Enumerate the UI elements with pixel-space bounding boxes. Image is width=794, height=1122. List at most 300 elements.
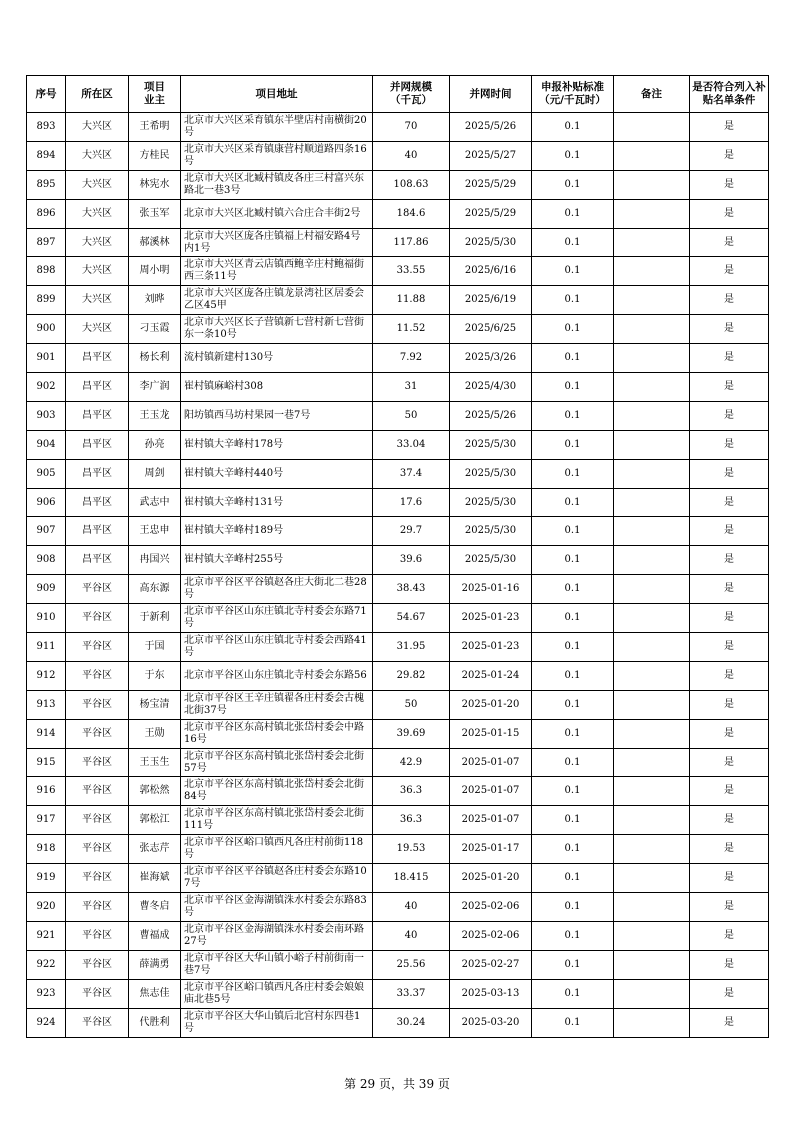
- header-remark: 备注: [614, 76, 690, 113]
- cell-owner: 郭松然: [129, 777, 181, 806]
- cell-capacity: 19.53: [373, 835, 450, 864]
- cell-capacity: 42.9: [373, 748, 450, 777]
- cell-district: 大兴区: [66, 228, 129, 257]
- cell-remark: [614, 517, 690, 546]
- cell-date: 2025-03-13: [450, 979, 532, 1008]
- cell-remark: [614, 459, 690, 488]
- table-row: [27, 228, 769, 257]
- cell-capacity: 40: [373, 141, 450, 170]
- cell-remark: [614, 546, 690, 575]
- table-row: [27, 170, 769, 199]
- cell-address: 北京市大兴区采育镇康营村顺道路四条16号: [181, 141, 373, 170]
- header-standard: 申报补贴标准（元/千瓦时）: [532, 76, 614, 113]
- cell-owner: 代胜利: [129, 1008, 181, 1037]
- cell-remark: [614, 661, 690, 690]
- cell-address: 北京市大兴区青云店镇西鲍辛庄村鲍福街西三条11号: [181, 257, 373, 286]
- cell-no: 895: [27, 170, 66, 199]
- cell-owner: 王玉龙: [129, 401, 181, 430]
- cell-address: 北京市大兴区北臧村镇六合庄合丰街2号: [181, 199, 373, 228]
- cell-standard: 0.1: [532, 488, 614, 517]
- cell-district: 平谷区: [66, 575, 129, 604]
- cell-standard: 0.1: [532, 575, 614, 604]
- cell-capacity: 33.55: [373, 257, 450, 286]
- cell-capacity: 184.6: [373, 199, 450, 228]
- table-row: [27, 257, 769, 286]
- cell-district: 昌平区: [66, 488, 129, 517]
- cell-standard: 0.1: [532, 690, 614, 719]
- table-row: [27, 575, 769, 604]
- cell-owner: 于东: [129, 661, 181, 690]
- table-row: [27, 661, 769, 690]
- cell-remark: [614, 748, 690, 777]
- cell-no: 893: [27, 113, 66, 142]
- table-row: [27, 459, 769, 488]
- cell-capacity: 40: [373, 893, 450, 922]
- cell-address: 北京市平谷区东高村镇北张岱村委会北街84号: [181, 777, 373, 806]
- cell-district: 平谷区: [66, 864, 129, 893]
- cell-standard: 0.1: [532, 979, 614, 1008]
- cell-eligible: 是: [690, 373, 769, 402]
- cell-eligible: 是: [690, 517, 769, 546]
- cell-district: 昌平区: [66, 401, 129, 430]
- cell-district: 昌平区: [66, 344, 129, 373]
- cell-date: 2025/5/29: [450, 199, 532, 228]
- cell-date: 2025/6/25: [450, 315, 532, 344]
- table-row: [27, 141, 769, 170]
- cell-address: 崔村镇大辛峰村131号: [181, 488, 373, 517]
- cell-eligible: 是: [690, 777, 769, 806]
- table-row: [27, 633, 769, 662]
- cell-no: 904: [27, 430, 66, 459]
- table-row: [27, 546, 769, 575]
- cell-standard: 0.1: [532, 430, 614, 459]
- cell-date: 2025/5/29: [450, 170, 532, 199]
- cell-eligible: 是: [690, 199, 769, 228]
- cell-remark: [614, 286, 690, 315]
- cell-remark: [614, 893, 690, 922]
- cell-date: 2025-02-27: [450, 950, 532, 979]
- cell-address: 北京市平谷区金海湖镇洙水村委会东路83号: [181, 893, 373, 922]
- cell-remark: [614, 344, 690, 373]
- cell-standard: 0.1: [532, 459, 614, 488]
- table-row: [27, 199, 769, 228]
- cell-district: 昌平区: [66, 430, 129, 459]
- cell-no: 923: [27, 979, 66, 1008]
- cell-district: 平谷区: [66, 604, 129, 633]
- cell-capacity: 39.69: [373, 719, 450, 748]
- cell-remark: [614, 170, 690, 199]
- cell-capacity: 29.7: [373, 517, 450, 546]
- cell-capacity: 33.37: [373, 979, 450, 1008]
- cell-no: 907: [27, 517, 66, 546]
- cell-standard: 0.1: [532, 344, 614, 373]
- cell-remark: [614, 575, 690, 604]
- cell-address: 北京市平谷区金海湖镇洙水村委会南环路27号: [181, 921, 373, 950]
- cell-date: 2025-02-06: [450, 921, 532, 950]
- cell-no: 906: [27, 488, 66, 517]
- cell-address: 崔村镇大辛峰村189号: [181, 517, 373, 546]
- cell-owner: 李广润: [129, 373, 181, 402]
- cell-address: 北京市大兴区庞各庄镇龙景湾社区居委会乙区45甲: [181, 286, 373, 315]
- cell-standard: 0.1: [532, 257, 614, 286]
- cell-standard: 0.1: [532, 315, 614, 344]
- cell-owner: 王玉生: [129, 748, 181, 777]
- cell-date: 2025/5/30: [450, 228, 532, 257]
- table-row: [27, 864, 769, 893]
- cell-no: 918: [27, 835, 66, 864]
- cell-date: 2025-03-20: [450, 1008, 532, 1037]
- cell-district: 平谷区: [66, 835, 129, 864]
- cell-district: 平谷区: [66, 979, 129, 1008]
- cell-owner: 周剑: [129, 459, 181, 488]
- cell-date: 2025/5/27: [450, 141, 532, 170]
- cell-eligible: 是: [690, 864, 769, 893]
- cell-owner: 杨长利: [129, 344, 181, 373]
- cell-date: 2025/5/26: [450, 113, 532, 142]
- table-row: [27, 604, 769, 633]
- cell-remark: [614, 604, 690, 633]
- table-row: [27, 401, 769, 430]
- cell-remark: [614, 690, 690, 719]
- cell-owner: 高东源: [129, 575, 181, 604]
- table-row: [27, 893, 769, 922]
- cell-no: 902: [27, 373, 66, 402]
- cell-standard: 0.1: [532, 921, 614, 950]
- table-row: [27, 286, 769, 315]
- table-header-row: [27, 76, 769, 113]
- cell-capacity: 37.4: [373, 459, 450, 488]
- cell-date: 2025/4/30: [450, 373, 532, 402]
- cell-date: 2025-01-07: [450, 748, 532, 777]
- cell-eligible: 是: [690, 633, 769, 662]
- cell-no: 916: [27, 777, 66, 806]
- cell-eligible: 是: [690, 575, 769, 604]
- cell-no: 915: [27, 748, 66, 777]
- cell-owner: 郭松江: [129, 806, 181, 835]
- cell-standard: 0.1: [532, 864, 614, 893]
- cell-remark: [614, 199, 690, 228]
- cell-standard: 0.1: [532, 950, 614, 979]
- cell-address: 崔村镇大辛峰村255号: [181, 546, 373, 575]
- cell-address: 北京市平谷区大华山镇小峪子村前街南一巷7号: [181, 950, 373, 979]
- cell-eligible: 是: [690, 806, 769, 835]
- cell-address: 流村镇新建村130号: [181, 344, 373, 373]
- cell-eligible: 是: [690, 604, 769, 633]
- table-row: [27, 1008, 769, 1037]
- cell-owner: 林宪水: [129, 170, 181, 199]
- table-body: [27, 113, 769, 1038]
- table-row: [27, 748, 769, 777]
- cell-no: 894: [27, 141, 66, 170]
- cell-district: 平谷区: [66, 893, 129, 922]
- header-date: 并网时间: [450, 76, 532, 113]
- cell-no: 919: [27, 864, 66, 893]
- cell-standard: 0.1: [532, 141, 614, 170]
- cell-owner: 武志中: [129, 488, 181, 517]
- cell-remark: [614, 488, 690, 517]
- cell-district: 昌平区: [66, 517, 129, 546]
- cell-standard: 0.1: [532, 893, 614, 922]
- cell-date: 2025/6/19: [450, 286, 532, 315]
- cell-no: 898: [27, 257, 66, 286]
- cell-capacity: 18.415: [373, 864, 450, 893]
- cell-standard: 0.1: [532, 546, 614, 575]
- cell-standard: 0.1: [532, 286, 614, 315]
- table-row: [27, 921, 769, 950]
- cell-date: 2025-01-15: [450, 719, 532, 748]
- header-address: 项目地址: [181, 76, 373, 113]
- cell-eligible: 是: [690, 315, 769, 344]
- cell-date: 2025/5/30: [450, 488, 532, 517]
- cell-district: 昌平区: [66, 373, 129, 402]
- cell-remark: [614, 950, 690, 979]
- header-eligible: 是否符合列入补贴名单条件: [690, 76, 769, 113]
- cell-district: 平谷区: [66, 950, 129, 979]
- cell-standard: 0.1: [532, 1008, 614, 1037]
- cell-standard: 0.1: [532, 604, 614, 633]
- cell-remark: [614, 835, 690, 864]
- cell-owner: 方桂民: [129, 141, 181, 170]
- cell-owner: 崔海斌: [129, 864, 181, 893]
- cell-remark: [614, 921, 690, 950]
- cell-eligible: 是: [690, 979, 769, 1008]
- cell-date: 2025-01-23: [450, 633, 532, 662]
- cell-capacity: 117.86: [373, 228, 450, 257]
- cell-eligible: 是: [690, 170, 769, 199]
- cell-no: 901: [27, 344, 66, 373]
- cell-district: 大兴区: [66, 199, 129, 228]
- cell-remark: [614, 113, 690, 142]
- cell-no: 899: [27, 286, 66, 315]
- cell-owner: 张志芹: [129, 835, 181, 864]
- cell-address: 北京市平谷区东高村镇北张岱村委会北街57号: [181, 748, 373, 777]
- cell-eligible: 是: [690, 1008, 769, 1037]
- cell-no: 910: [27, 604, 66, 633]
- cell-address: 崔村镇大辛峰村178号: [181, 430, 373, 459]
- table-row: [27, 517, 769, 546]
- cell-date: 2025-01-07: [450, 806, 532, 835]
- table-row: [27, 315, 769, 344]
- table-row: [27, 373, 769, 402]
- cell-no: 897: [27, 228, 66, 257]
- cell-eligible: 是: [690, 690, 769, 719]
- cell-district: 平谷区: [66, 719, 129, 748]
- cell-eligible: 是: [690, 257, 769, 286]
- cell-date: 2025-01-23: [450, 604, 532, 633]
- cell-district: 大兴区: [66, 286, 129, 315]
- cell-address: 崔村镇大辛峰村440号: [181, 459, 373, 488]
- cell-owner: 张玉军: [129, 199, 181, 228]
- cell-district: 大兴区: [66, 315, 129, 344]
- cell-eligible: 是: [690, 748, 769, 777]
- page-footer: 第 29 页，共 39 页: [344, 1077, 450, 1091]
- table-row: [27, 690, 769, 719]
- cell-remark: [614, 719, 690, 748]
- cell-capacity: 40: [373, 921, 450, 950]
- cell-capacity: 39.6: [373, 546, 450, 575]
- cell-eligible: 是: [690, 719, 769, 748]
- cell-address: 阳坊镇西马坊村果园一巷7号: [181, 401, 373, 430]
- cell-date: 2025-02-06: [450, 893, 532, 922]
- cell-capacity: 31.95: [373, 633, 450, 662]
- cell-district: 昌平区: [66, 459, 129, 488]
- cell-remark: [614, 401, 690, 430]
- cell-capacity: 29.82: [373, 661, 450, 690]
- cell-remark: [614, 1008, 690, 1037]
- table-row: [27, 430, 769, 459]
- cell-district: 大兴区: [66, 113, 129, 142]
- cell-owner: 孙亮: [129, 430, 181, 459]
- cell-standard: 0.1: [532, 633, 614, 662]
- subsidy-table: [26, 75, 769, 1038]
- cell-no: 909: [27, 575, 66, 604]
- cell-date: 2025/3/26: [450, 344, 532, 373]
- cell-remark: [614, 979, 690, 1008]
- cell-standard: 0.1: [532, 401, 614, 430]
- cell-district: 昌平区: [66, 546, 129, 575]
- cell-no: 908: [27, 546, 66, 575]
- cell-standard: 0.1: [532, 228, 614, 257]
- table-row: [27, 344, 769, 373]
- cell-address: 北京市平谷区山东庄镇北寺村委会东路56: [181, 661, 373, 690]
- cell-date: 2025-01-24: [450, 661, 532, 690]
- cell-remark: [614, 864, 690, 893]
- cell-no: 921: [27, 921, 66, 950]
- cell-eligible: 是: [690, 546, 769, 575]
- cell-district: 大兴区: [66, 141, 129, 170]
- cell-no: 913: [27, 690, 66, 719]
- cell-date: 2025/5/30: [450, 459, 532, 488]
- cell-owner: 曹冬启: [129, 893, 181, 922]
- cell-date: 2025/5/30: [450, 517, 532, 546]
- cell-no: 920: [27, 893, 66, 922]
- cell-eligible: 是: [690, 950, 769, 979]
- cell-standard: 0.1: [532, 777, 614, 806]
- cell-owner: 刘晔: [129, 286, 181, 315]
- header-capacity: 并网规模（千瓦）: [373, 76, 450, 113]
- cell-capacity: 70: [373, 113, 450, 142]
- cell-capacity: 36.3: [373, 777, 450, 806]
- cell-eligible: 是: [690, 459, 769, 488]
- cell-standard: 0.1: [532, 199, 614, 228]
- cell-district: 平谷区: [66, 921, 129, 950]
- cell-standard: 0.1: [532, 170, 614, 199]
- cell-capacity: 108.63: [373, 170, 450, 199]
- cell-no: 922: [27, 950, 66, 979]
- table-row: [27, 979, 769, 1008]
- cell-standard: 0.1: [532, 373, 614, 402]
- cell-date: 2025/6/16: [450, 257, 532, 286]
- cell-capacity: 54.67: [373, 604, 450, 633]
- cell-remark: [614, 373, 690, 402]
- cell-owner: 冉国兴: [129, 546, 181, 575]
- cell-no: 896: [27, 199, 66, 228]
- cell-eligible: 是: [690, 430, 769, 459]
- cell-standard: 0.1: [532, 517, 614, 546]
- cell-eligible: 是: [690, 401, 769, 430]
- cell-owner: 王希明: [129, 113, 181, 142]
- table-row: [27, 488, 769, 517]
- cell-eligible: 是: [690, 344, 769, 373]
- cell-eligible: 是: [690, 286, 769, 315]
- cell-date: 2025/5/30: [450, 546, 532, 575]
- cell-owner: 郝溪林: [129, 228, 181, 257]
- cell-eligible: 是: [690, 893, 769, 922]
- table-row: [27, 113, 769, 142]
- cell-capacity: 30.24: [373, 1008, 450, 1037]
- cell-no: 917: [27, 806, 66, 835]
- header-district: 所在区: [66, 76, 129, 113]
- cell-capacity: 17.6: [373, 488, 450, 517]
- cell-owner: 于国: [129, 633, 181, 662]
- cell-address: 北京市平谷区峪口镇西凡各庄村前街118号: [181, 835, 373, 864]
- cell-standard: 0.1: [532, 661, 614, 690]
- cell-address: 北京市大兴区采育镇东半壁店村南横街20号: [181, 113, 373, 142]
- cell-capacity: 11.52: [373, 315, 450, 344]
- cell-address: 北京市平谷区山东庄镇北寺村委会东路71号: [181, 604, 373, 633]
- cell-capacity: 25.56: [373, 950, 450, 979]
- cell-district: 平谷区: [66, 806, 129, 835]
- cell-capacity: 50: [373, 401, 450, 430]
- cell-capacity: 11.88: [373, 286, 450, 315]
- cell-owner: 王勋: [129, 719, 181, 748]
- cell-address: 北京市平谷区峪口镇西凡各庄村委会娘娘庙北巷5号: [181, 979, 373, 1008]
- cell-capacity: 38.43: [373, 575, 450, 604]
- cell-district: 大兴区: [66, 170, 129, 199]
- cell-district: 平谷区: [66, 690, 129, 719]
- cell-address: 崔村镇麻峪村308: [181, 373, 373, 402]
- cell-date: 2025/5/26: [450, 401, 532, 430]
- cell-district: 平谷区: [66, 1008, 129, 1037]
- cell-standard: 0.1: [532, 719, 614, 748]
- cell-eligible: 是: [690, 141, 769, 170]
- cell-date: 2025-01-07: [450, 777, 532, 806]
- table-row: [27, 835, 769, 864]
- cell-capacity: 7.92: [373, 344, 450, 373]
- cell-owner: 杨宝清: [129, 690, 181, 719]
- cell-district: 平谷区: [66, 748, 129, 777]
- cell-address: 北京市平谷区平谷镇赵各庄大街北二巷28号: [181, 575, 373, 604]
- cell-address: 北京市大兴区庞各庄镇福上村福安路4号内1号: [181, 228, 373, 257]
- table-row: [27, 950, 769, 979]
- cell-standard: 0.1: [532, 806, 614, 835]
- header-no: 序号: [27, 76, 66, 113]
- cell-district: 平谷区: [66, 633, 129, 662]
- cell-owner: 于新利: [129, 604, 181, 633]
- cell-capacity: 31: [373, 373, 450, 402]
- cell-date: 2025-01-17: [450, 835, 532, 864]
- table-row: [27, 806, 769, 835]
- cell-eligible: 是: [690, 228, 769, 257]
- cell-standard: 0.1: [532, 835, 614, 864]
- cell-capacity: 33.04: [373, 430, 450, 459]
- cell-no: 900: [27, 315, 66, 344]
- cell-remark: [614, 806, 690, 835]
- cell-address: 北京市平谷区山东庄镇北寺村委会西路41号: [181, 633, 373, 662]
- cell-address: 北京市大兴区北臧村镇皮各庄三村富兴东路北一巷3号: [181, 170, 373, 199]
- cell-address: 北京市平谷区东高村镇北张岱村委会北街111号: [181, 806, 373, 835]
- cell-eligible: 是: [690, 113, 769, 142]
- cell-district: 平谷区: [66, 661, 129, 690]
- cell-remark: [614, 141, 690, 170]
- cell-eligible: 是: [690, 661, 769, 690]
- cell-owner: 刁玉霞: [129, 315, 181, 344]
- table-row: [27, 777, 769, 806]
- cell-no: 911: [27, 633, 66, 662]
- cell-address: 北京市平谷区平谷镇赵各庄村委会东路107号: [181, 864, 373, 893]
- cell-remark: [614, 257, 690, 286]
- cell-owner: 焦志佳: [129, 979, 181, 1008]
